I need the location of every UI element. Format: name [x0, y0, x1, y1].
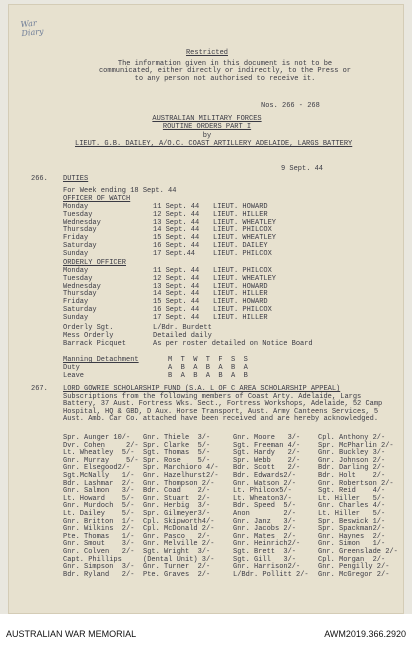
subscriber-entry: (Dental Unit) 3/- [143, 555, 215, 564]
document-page [8, 4, 404, 614]
subscriber-entry: Gnr. Buckley 3/- [318, 449, 386, 458]
subscriber-entry: Gnr. Harrison2/- [233, 563, 301, 572]
subscriber-entry: Spr. Spackman2/- [318, 525, 386, 534]
table-row: Thursday 14 Sept. 44 LIEUT. PHILCOX [63, 226, 272, 235]
subscriber-entry: Bdr. Speed 5/- [233, 502, 297, 511]
subscriber-entry: Bdr. Holt 2/- [318, 471, 386, 480]
subscriber-entry: Gnr. Murray 5/- [63, 456, 139, 465]
subscriber-entry: Anon 2/- [233, 509, 297, 518]
table-row: Friday 15 Sept. 44 LIEUT. HOWARD [63, 298, 268, 307]
subscriber-entry: Gnr. Herbig 3/- [143, 502, 211, 511]
table-row: Sunday 17 Sept. 44 LIEUT. HILLER [63, 313, 268, 322]
table-row: Tuesday 12 Sept. 44 LIEUT. WHEATLEY [63, 274, 277, 283]
subscriber-entry: Gnr. Smout 3/- [63, 540, 135, 549]
officer-of-watch-title: OFFICER OF WATCH [63, 195, 131, 203]
subscriber-entry: Lt. Philcox5/- [233, 487, 292, 496]
restricted-notice: The information given in this document is not to be communicated, either directly or indirectly, to the Press or to any person not authorised to receive it. [98, 60, 352, 83]
subscriber-entry: Gnr. Pasco 2/- [143, 532, 211, 541]
subscriber-entry: Gnr. Greenslade 2/- [318, 547, 398, 556]
subscriber-entry: Pte. Graves 2/- [143, 570, 211, 579]
manning-days: M T W T F S S [168, 356, 248, 364]
subscriber-entry: Gnr. Heinrich2/- [233, 540, 301, 549]
subscriber-entry: Spr. Clarke 5/- [143, 441, 211, 450]
subscriber-entry: Gnr. Haynes 2/- [318, 532, 386, 541]
subscriber-entry: Sgt.McNally 1/- [63, 471, 135, 480]
subscriber-entry: Sgt. Gill 3/- [233, 555, 297, 564]
section-title: DUTIES [63, 175, 89, 183]
subscriber-entry: Gnr. Stuart 2/- [143, 494, 211, 503]
subscriber-entry: Gnr. Britton 1/- [63, 517, 135, 526]
subscriber-entry: Gnr. Hazelhurst2/- [143, 471, 219, 480]
archive-reference: AWM2019.366.2920 [324, 629, 406, 639]
subscriber-entry: Spr. Webb 2/- [233, 456, 301, 465]
subscriber-entry: Gnr. Simpson 3/- [63, 563, 135, 572]
subscriber-entry: Gnr. Robertson 2/- [318, 479, 394, 488]
orders-by: by [202, 132, 212, 140]
subscriber-column-3 [233, 435, 309, 579]
table-row: Thursday 14 Sept. 44 LIEUT. HILLER [63, 290, 268, 299]
subscriber-entry: Gnr. Janz 3/- [233, 517, 297, 526]
org-title: AUSTRALIAN MILITARY FORCES [152, 115, 262, 123]
item-number: 266. [31, 175, 48, 183]
subscriber-entry: Gnr. Wilkins 2/- [63, 525, 135, 534]
table-row: Friday 15 Sept. 44 LIEUT. WHEATLEY [63, 234, 277, 243]
subscriber-entry: Spr. McPharlin 2/- [318, 441, 394, 450]
subscriber-entry: Bdr. Darling 2/- [318, 464, 386, 473]
subscriber-entry: Gnr. Colven 2/- [63, 547, 135, 556]
other-duties-table [63, 325, 313, 348]
subscriber-entry: Gnr. McGregor 2/- [318, 570, 390, 579]
subscriber-column-2 [143, 435, 219, 579]
subscriber-entry: Gnr. Pengilly 2/- [318, 563, 390, 572]
manning-duty-roster: A B A B A B A [168, 364, 248, 372]
subscriber-entry: Lt. Wheaton3/- [233, 494, 292, 503]
orderly-officer-title: ORDERLY OFFICER [63, 259, 127, 267]
subscriber-entry: Gnr. Turner 2/- [143, 563, 211, 572]
table-row: Barrack Picquet As per roster detailed on Notice Board [63, 339, 313, 348]
subscriber-entry: Sgt. Freeman 4/- [233, 441, 301, 450]
subscriber-entry: Sgt. Thomas 5/- [143, 449, 211, 458]
subscriber-entry: Spr. Aunger 10/- [63, 434, 131, 442]
subscriber-entry: Gnr. Elsegood2/- [63, 464, 131, 473]
subscriber-entry: Cpl. Skipworth4/- [143, 517, 215, 526]
subscriber-entry: Gnr. Simon 1/- [318, 540, 386, 549]
manning-leave-label: Leave [63, 372, 85, 380]
subscriber-entry: Dvr. Cohen 2/- [63, 441, 139, 450]
subscriber-entry: Cpl. McDonald 2/- [143, 525, 215, 534]
table-row: Orderly Sgt. L/Bdr. Burdett [63, 324, 212, 332]
subscriber-entry: Spr. Rose 5/- [143, 456, 211, 465]
table-row: Saturday 16 Sept. 44 LIEUT. PHILCOX [63, 305, 272, 314]
restricted-title: Restricted [185, 49, 228, 57]
subscriber-entry: Gnr. Mates 2/- [233, 532, 297, 541]
manning-detachment-title: Manning Detachment [63, 356, 139, 364]
archive-name: AUSTRALIAN WAR MEMORIAL [6, 629, 137, 639]
manning-duty-label: Duty [63, 364, 80, 372]
subscriber-entry: Gnr. Murdoch 5/- [63, 502, 135, 511]
subscriber-entry: Gnr. Johnson 2/- [318, 456, 386, 465]
table-row: Wednesday 13 Sept. 44 LIEUT. HOWARD [63, 282, 268, 291]
order-date: 9 Sept. 44 [281, 165, 324, 173]
subscriber-entry: Gnr. Charles 4/- [318, 502, 386, 511]
subscriber-entry: Lt. Wheatley 5/- [63, 449, 135, 458]
subscriber-entry: Sgt. Reid 4/- [318, 487, 386, 496]
table-row: Monday 11 Sept. 44 LIEUT. PHILCOX [63, 267, 272, 275]
issuing-officer: LIEUT. G.B. DAILEY, A/O.C. COAST ARTILLERY ADELAIDE, LARGS BATTERY [75, 140, 353, 148]
subscriber-column-4 [318, 435, 398, 579]
item-number: 267. [31, 385, 48, 393]
subscriber-entry: Bdr. Lashmar 2/- [63, 479, 135, 488]
scholarship-fund-title: LORD GOWRIE SCHOLARSHIP FUND (S.A. L OF C AREA SCHOLARSHIP APPEAL) [63, 385, 341, 393]
subscriber-entry: Spr. Marchioro 4/- [143, 464, 219, 473]
subscriber-entry: Gnr. Moore 3/- [233, 434, 301, 442]
subscriber-entry: Sgt. Brett 3/- [233, 547, 297, 556]
subscriber-entry: Bdr. Ryland 2/- [63, 570, 135, 579]
table-row: Sunday 17 Sept.44 LIEUT. PHILCOX [63, 249, 272, 258]
subscriber-entry: Capt. Phillips [63, 555, 122, 564]
subscriber-entry: Pte. Thomas 1/- [63, 532, 135, 541]
subscriber-entry: Gnr. Thiele 3/- [143, 434, 211, 442]
subscriber-entry: Cpl. Morgan 2/- [318, 555, 386, 564]
subscriber-entry: Lt. Hiller 5/- [318, 509, 386, 518]
subscriber-entry: Sgt. Hardy 2/- [233, 449, 301, 458]
subscriber-entry: Gnr. Salmon 3/- [63, 487, 135, 496]
table-row: Wednesday 13 Sept. 44 LIEUT. WHEATLEY [63, 218, 277, 227]
subscriber-entry: Lt. Howard 5/- [63, 494, 135, 503]
table-row: Saturday 16 Sept. 44 LIEUT. DAILEY [63, 241, 268, 250]
subscriber-entry: Cpl. Anthony 2/- [318, 434, 386, 442]
subscriber-entry: Sgt. Wright 3/- [143, 547, 211, 556]
subscriber-entry: Bdr. Coad 2/- [143, 487, 211, 496]
week-ending: For Week ending 18 Sept. 44 [63, 187, 177, 195]
subscriber-entry: L/Bdr. Pollitt 2/- [233, 570, 309, 579]
orderly-officer-table [63, 268, 276, 323]
subscriber-entry: Spr. Gilmeyer3/- [143, 509, 211, 518]
subscriber-entry: Bdr. Edwards2/- [233, 471, 297, 480]
subscriber-entry: Spr. Beswick 1/- [318, 517, 386, 526]
subscriber-entry: Gnr. Watson 2/- [233, 479, 297, 488]
subscriber-entry: Gnr. Thompson 2/- [143, 479, 215, 488]
officer-of-watch-table [63, 204, 276, 259]
table-row: Monday 11 Sept. 44 LIEUT. HOWARD [63, 203, 268, 211]
manning-leave-roster: B A B A B A B [168, 372, 248, 380]
handwritten-annotation: War Diary [20, 18, 44, 39]
table-row: Tuesday 12 Sept. 44 LIEUT. HILLER [63, 210, 268, 219]
order-numbers: Nos. 266 - 268 [261, 102, 320, 110]
subscriber-entry: Gnr. Melville 2/- [143, 540, 215, 549]
subscriber-column-1 [63, 435, 139, 579]
subscriber-entry: Gnr. Jacobs 2/- [233, 525, 297, 534]
subscriber-entry: Bdr. Scott 2/- [233, 464, 301, 473]
table-row: Mess Orderly Detailed daily [63, 331, 212, 340]
subscriber-entry: Lt. Hiller 5/- [318, 494, 386, 503]
subscriber-entry: Lt. Dailey 5/- [63, 509, 135, 518]
orders-title: ROUTINE ORDERS PART I [162, 123, 252, 131]
subscriptions-text: Subscriptions from the following members of Coast Arty. Adelaide, Largs Battery, 37 Aust. Fortress Wks. Sect., Fortress Workshops, Adelaide, 52 Camp Hospital, HQ & GBD, D Aux. Horse Transport, Aust. Army Canteens Services, 5 Aust. Amb. Car Co. attached have been received and are hereby acknowledged. [63, 393, 383, 423]
